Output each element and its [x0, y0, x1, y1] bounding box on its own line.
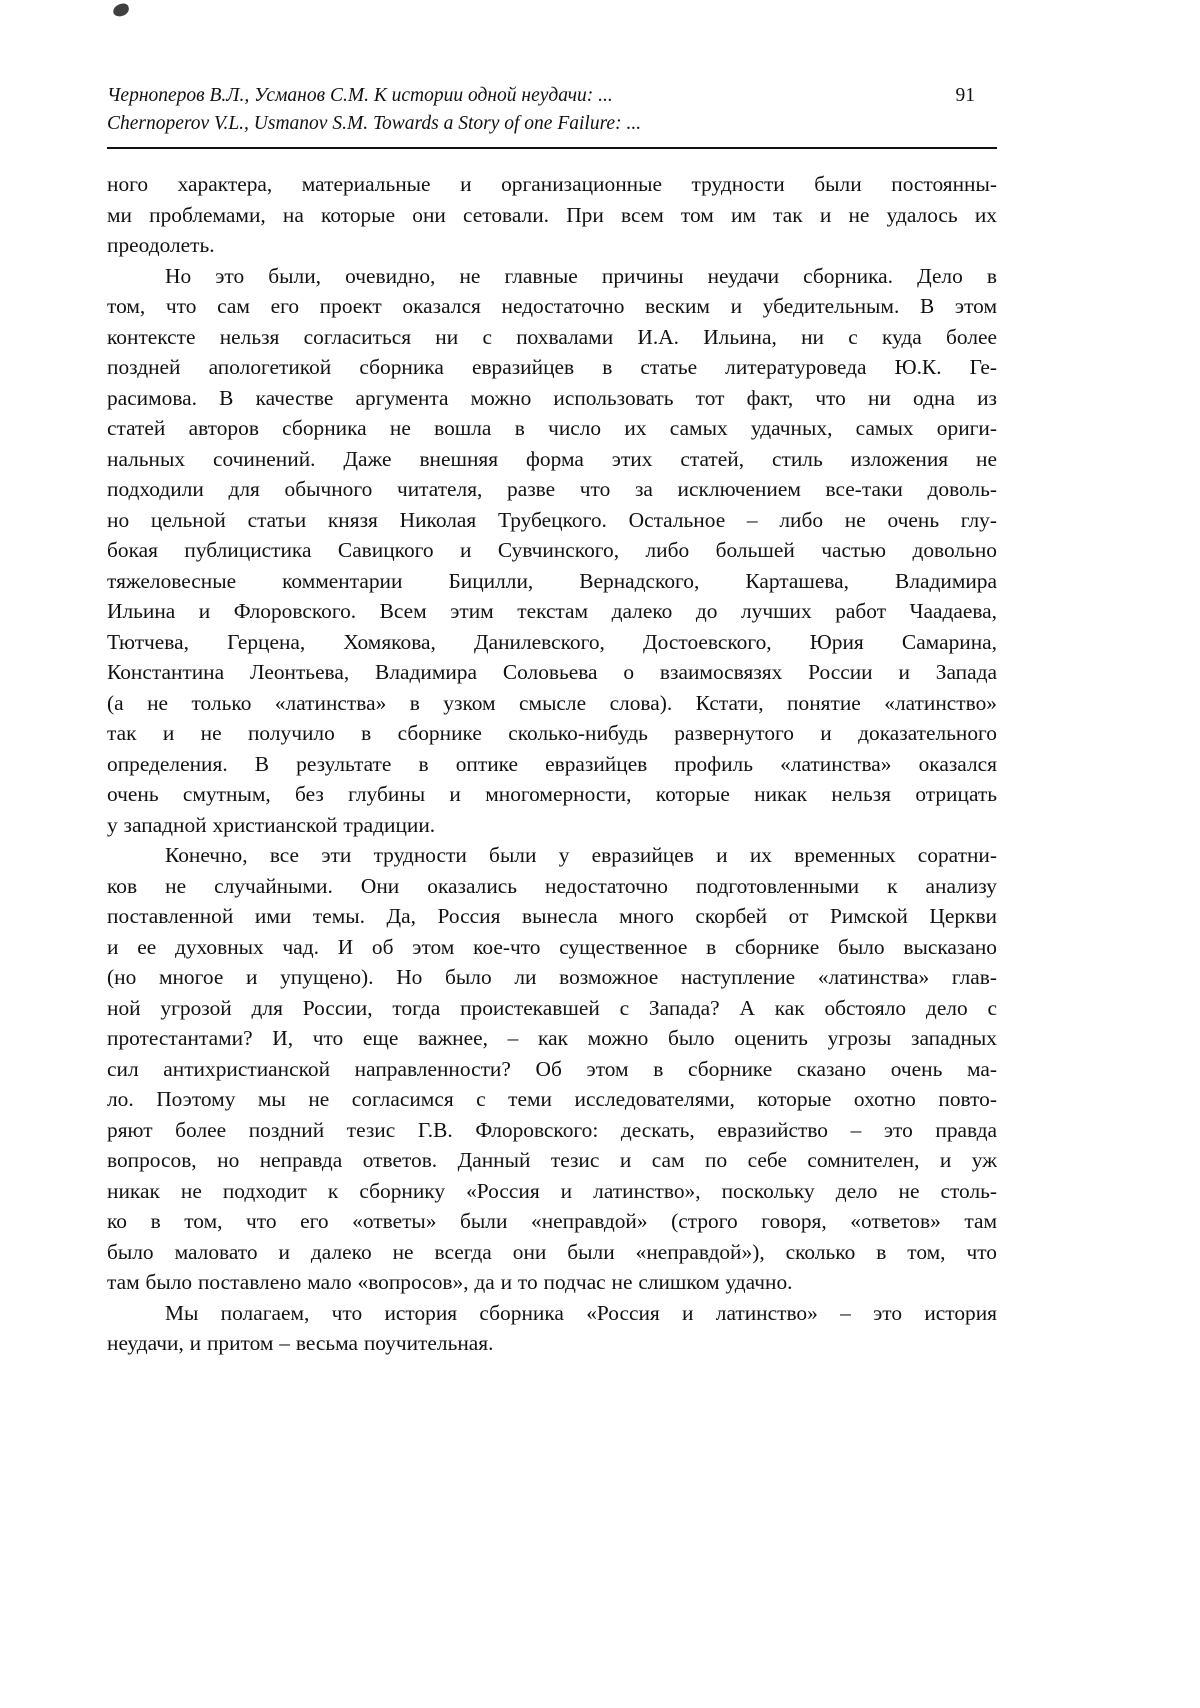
text-line: Константина Леонтьева, Владимира Соловьева о взаимосвязях России и Запада	[107, 660, 997, 684]
text-line: расимова. В качестве аргумента можно использовать тот факт, что ни одна из	[107, 385, 997, 410]
text-line: Конечно, все эти трудности были у евразийцев и их временных соратни-	[165, 843, 997, 867]
text-line: и ее духовных чад. И об этом кое-что существенное в сборнике было высказано	[107, 934, 997, 959]
text-line: так и не получило в сборнике сколько-нибудь развернутого и доказательного	[107, 721, 997, 745]
text-line: протестантами? И, что еще важнее, – как можно было оценить угрозы западных	[107, 1026, 997, 1050]
text-line: преодолеть.	[107, 233, 215, 257]
text-line: контексте нельзя согласиться ни с похвалами И.А. Ильина, ни с куда более	[107, 324, 997, 349]
text-line: было маловато и далеко не всегда они были «неправдой»), сколько в том, что	[107, 1239, 997, 1264]
text-line: ко в том, что его «ответы» были «неправдой» (строго говоря, «ответов» там	[107, 1209, 997, 1233]
text-line: но цельной статьи князя Николая Трубецкого. Остальное – либо не очень глу-	[107, 507, 997, 532]
text-line: Мы полагаем, что история сборника «Россия и латинство» – это история	[165, 1300, 997, 1325]
text-line: статей авторов сборника не вошла в число их самых удачных, самых ориги-	[107, 416, 997, 440]
scan-artifact	[112, 2, 130, 18]
text-line: вопросов, но неправда ответов. Данный тезис и сам по себе сомнителен, и уж	[107, 1148, 997, 1172]
paragraph	[107, 169, 997, 261]
text-line: Тютчева, Герцена, Хомякова, Данилевского, Достоевского, Юрия Самарина,	[107, 629, 997, 654]
text-line: Но это были, очевидно, не главные причины неудачи сборника. Дело в	[165, 263, 997, 288]
running-head-ru: Черноперов В.Л., Усманов С.М. К истории одной неудачи: ...	[107, 85, 613, 106]
text-line: ряют более поздний тезис Г.В. Флоровского: дескать, евразийство – это правда	[107, 1117, 997, 1142]
page-number: 91	[955, 85, 975, 106]
text-line: (а не только «латинства» в узком смысле слова). Кстати, понятие «латинство»	[107, 690, 997, 715]
text-line: никак не подходит к сборнику «Россия и латинство», поскольку дело не столь-	[107, 1178, 997, 1203]
text-line: неудачи, и притом – весьма поучительная.	[107, 1331, 494, 1355]
text-line: ной угрозой для России, тогда проистекавшей с Запада? А как обстояло дело с	[107, 995, 997, 1020]
text-line: том, что сам его проект оказался недостаточно веским и убедительным. В этом	[107, 294, 997, 318]
text-line: ми проблемами, на которые они сетовали. При всем том им так и не удалось их	[107, 202, 997, 227]
text-line: поставленной ими темы. Да, Россия вынесла много скорбей от Римской Церкви	[107, 904, 997, 928]
text-line: определения. В результате в оптике евразийцев профиль «латинства» оказался	[107, 751, 997, 776]
text-line: ного характера, материальные и организационные трудности были постоянны-	[107, 172, 997, 196]
page-header	[107, 82, 997, 149]
paragraph	[107, 261, 997, 841]
text-line: у западной христианской традиции.	[107, 812, 436, 837]
text-line: ков не случайными. Они оказались недостаточно подготовленными к анализу	[107, 873, 997, 898]
text-line: бокая публицистика Савицкого и Сувчинского, либо большей частью довольно	[107, 538, 997, 562]
text-line: сил антихристианской направленности? Об этом в сборнике сказано очень ма-	[107, 1056, 997, 1081]
text-line: там было поставлено мало «вопросов», да и то подчас не слишком удачно.	[107, 1270, 793, 1294]
text-line: подходили для обычного читателя, разве что за исключением все-таки доволь-	[107, 477, 997, 501]
text-line: поздней апологетикой сборника евразийцев в статье литературоведа Ю.К. Ге-	[107, 355, 997, 379]
article-body	[107, 169, 997, 1359]
text-line: (но многое и упущено). Но было ли возможное наступление «латинства» глав-	[107, 965, 997, 989]
header-row	[107, 82, 997, 110]
text-line: очень смутным, без глубины и многомерности, которые никак нельзя отрицать	[107, 782, 997, 806]
text-line: Ильина и Флоровского. Всем этим текстам далеко до лучших работ Чаадаева,	[107, 599, 997, 623]
text-line: ло. Поэтому мы не согласимся с теми исследователями, которые охотно повто-	[107, 1087, 997, 1111]
text-line: тяжеловесные комментарии Бицилли, Вернадского, Карташева, Владимира	[107, 568, 997, 593]
text-line: нальных сочинений. Даже внешняя форма этих статей, стиль изложения не	[107, 446, 997, 471]
running-head-en: Chernoperov V.L., Usmanov S.M. Towards a Story of one Failure: ...	[107, 113, 642, 134]
paragraph	[107, 840, 997, 1298]
paragraph	[107, 1298, 997, 1359]
